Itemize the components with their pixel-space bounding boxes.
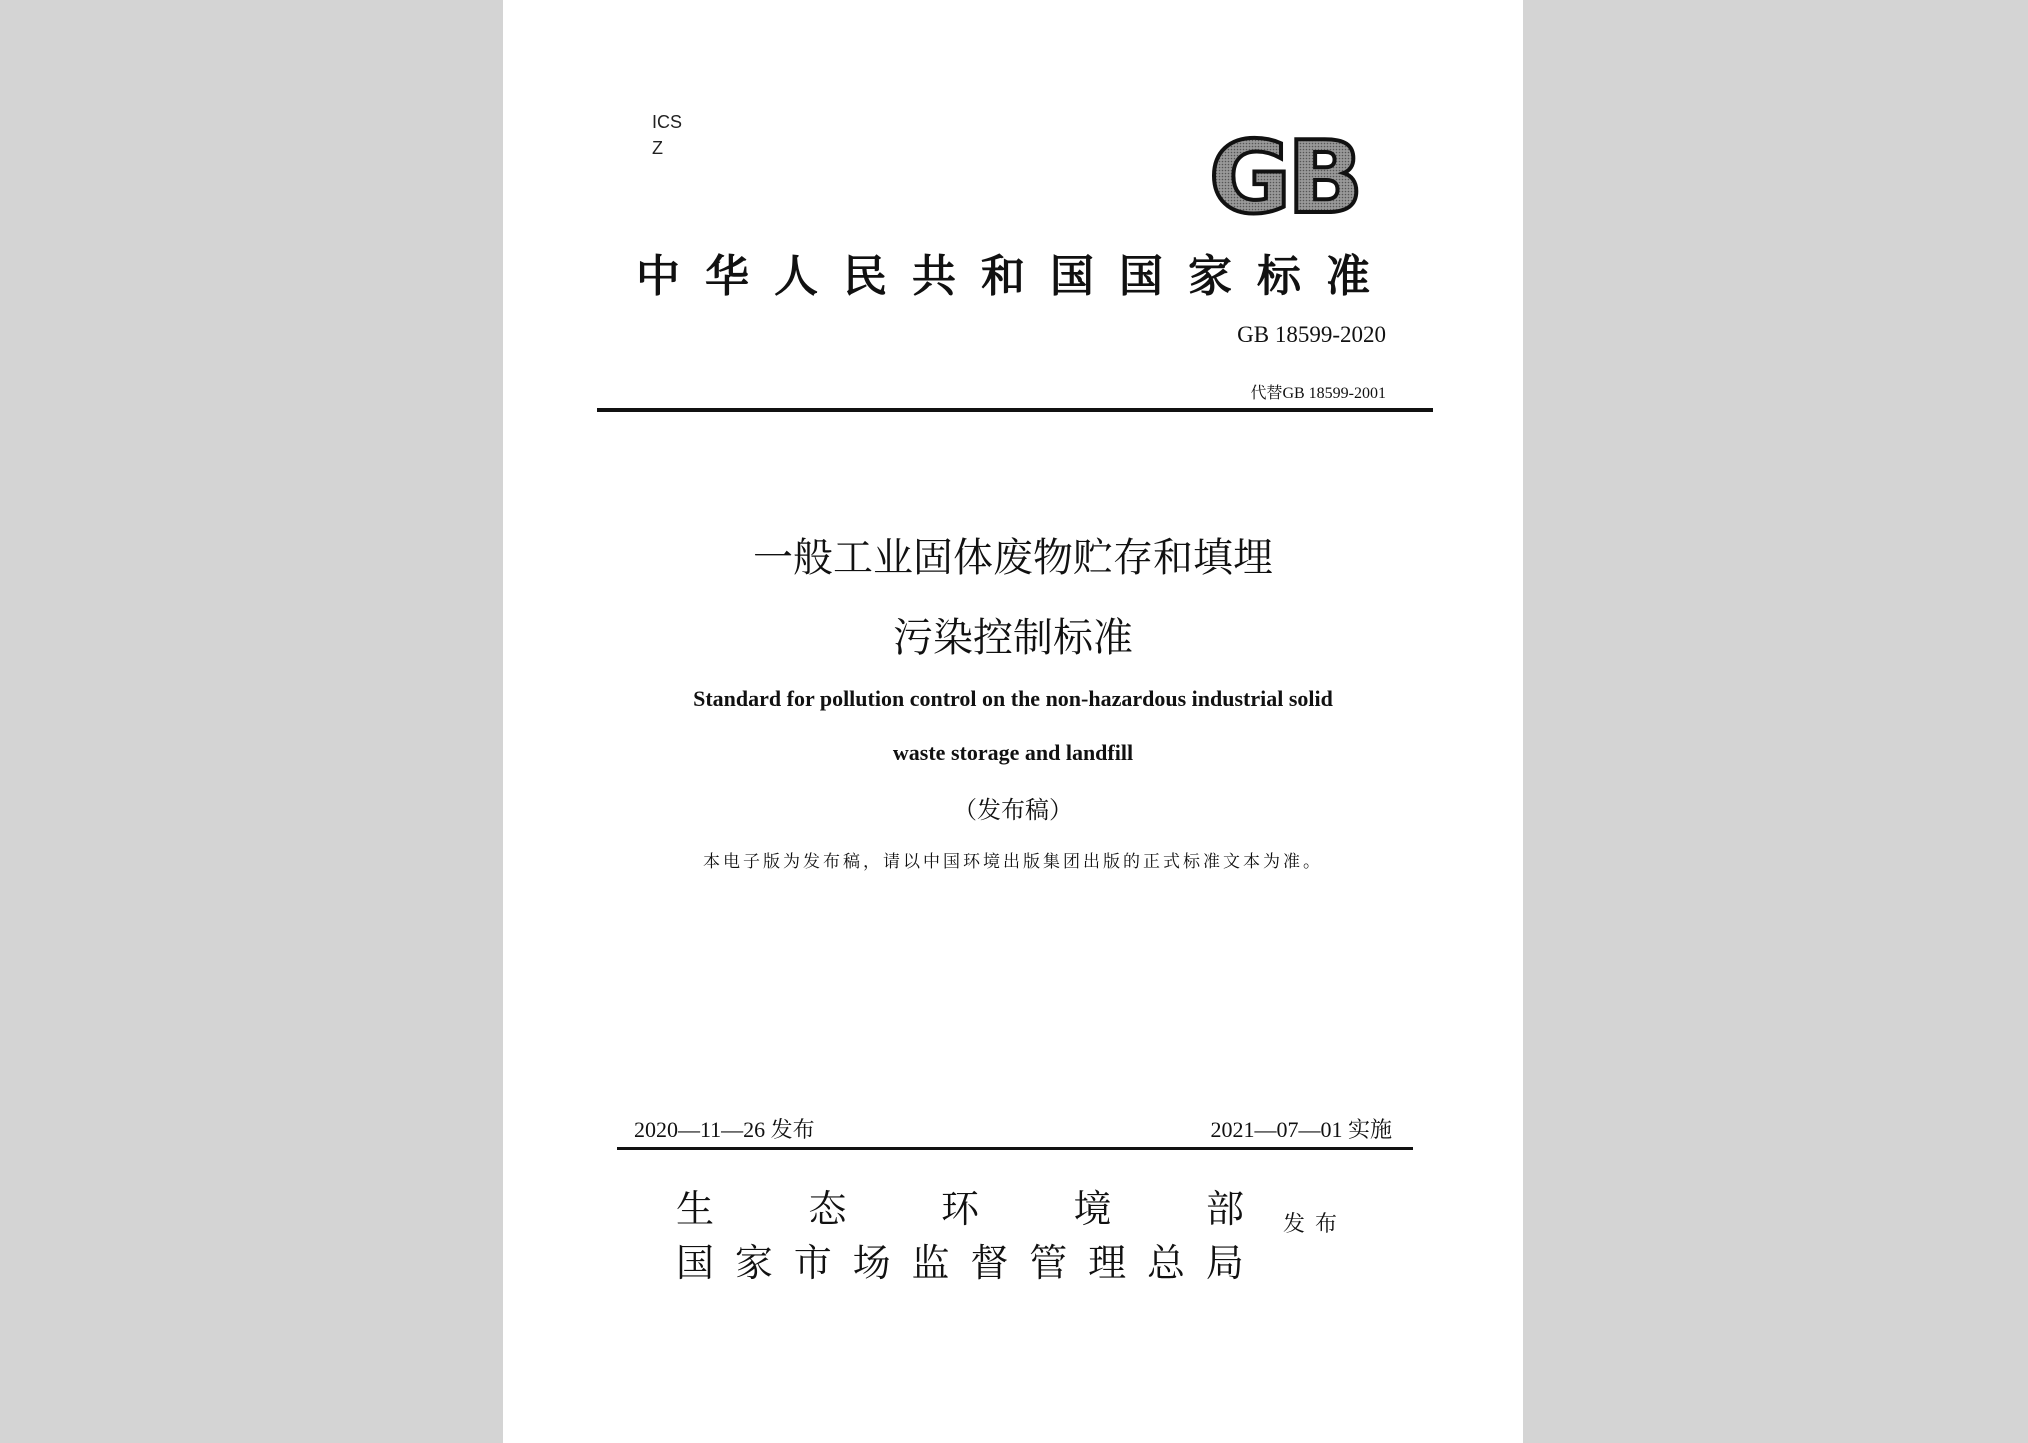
draft-label: （发布稿） [953, 796, 1073, 824]
publish-label: 发布 [1283, 1212, 1348, 1237]
cn-title-line1: 一般工业固体废物贮存和填埋 [753, 535, 1273, 581]
svg-text:GB: GB [1209, 124, 1359, 224]
issuer-char: 家 [734, 1241, 773, 1285]
gb-logo [1209, 124, 1359, 224]
issuer-char: 部 [1205, 1187, 1244, 1231]
en-title-line1: Standard for pollution control on the non-hazardous industrial solid [693, 686, 1333, 711]
issuer-char: 国 [676, 1241, 715, 1285]
issuer-ministry [676, 1178, 1244, 1233]
document-page [503, 0, 1523, 1443]
issuer-char: 管 [1029, 1241, 1068, 1285]
issuer-char: 态 [808, 1187, 847, 1231]
z-label: Z [652, 138, 663, 158]
ics-label: ICS [652, 112, 683, 132]
issuer-char: 场 [852, 1241, 891, 1285]
issuer-char: 环 [940, 1187, 979, 1231]
issuer-char: 境 [1073, 1187, 1112, 1231]
top-divider [597, 408, 1433, 412]
issuer-char: 监 [911, 1241, 950, 1285]
issuer-administration [676, 1232, 1244, 1287]
issuer-char: 督 [970, 1241, 1009, 1285]
issuer-char: 市 [793, 1241, 832, 1285]
implementation-date: 2021—07—01 实施 [1210, 1117, 1392, 1142]
issuer-char: 总 [1147, 1241, 1186, 1285]
replaces-standard: 代替GB 18599-2001 [1250, 385, 1386, 402]
en-title-line2: waste storage and landfill [892, 740, 1134, 765]
edition-notice: 本电子版为发布稿，请以中国环境出版集团出版的正式标准文本为准。 [703, 852, 1323, 872]
national-standard-title: 中华人民共和国国家标准 [636, 251, 1395, 302]
bottom-divider [617, 1147, 1413, 1150]
cn-title-line2: 污染控制标准 [893, 615, 1133, 661]
standard-number: GB 18599-2020 [1237, 322, 1386, 347]
issuer-char: 局 [1205, 1241, 1244, 1285]
issue-date: 2020—11—26 发布 [634, 1117, 815, 1142]
issuer-char: 生 [676, 1187, 715, 1231]
issuer-char: 理 [1088, 1241, 1127, 1285]
